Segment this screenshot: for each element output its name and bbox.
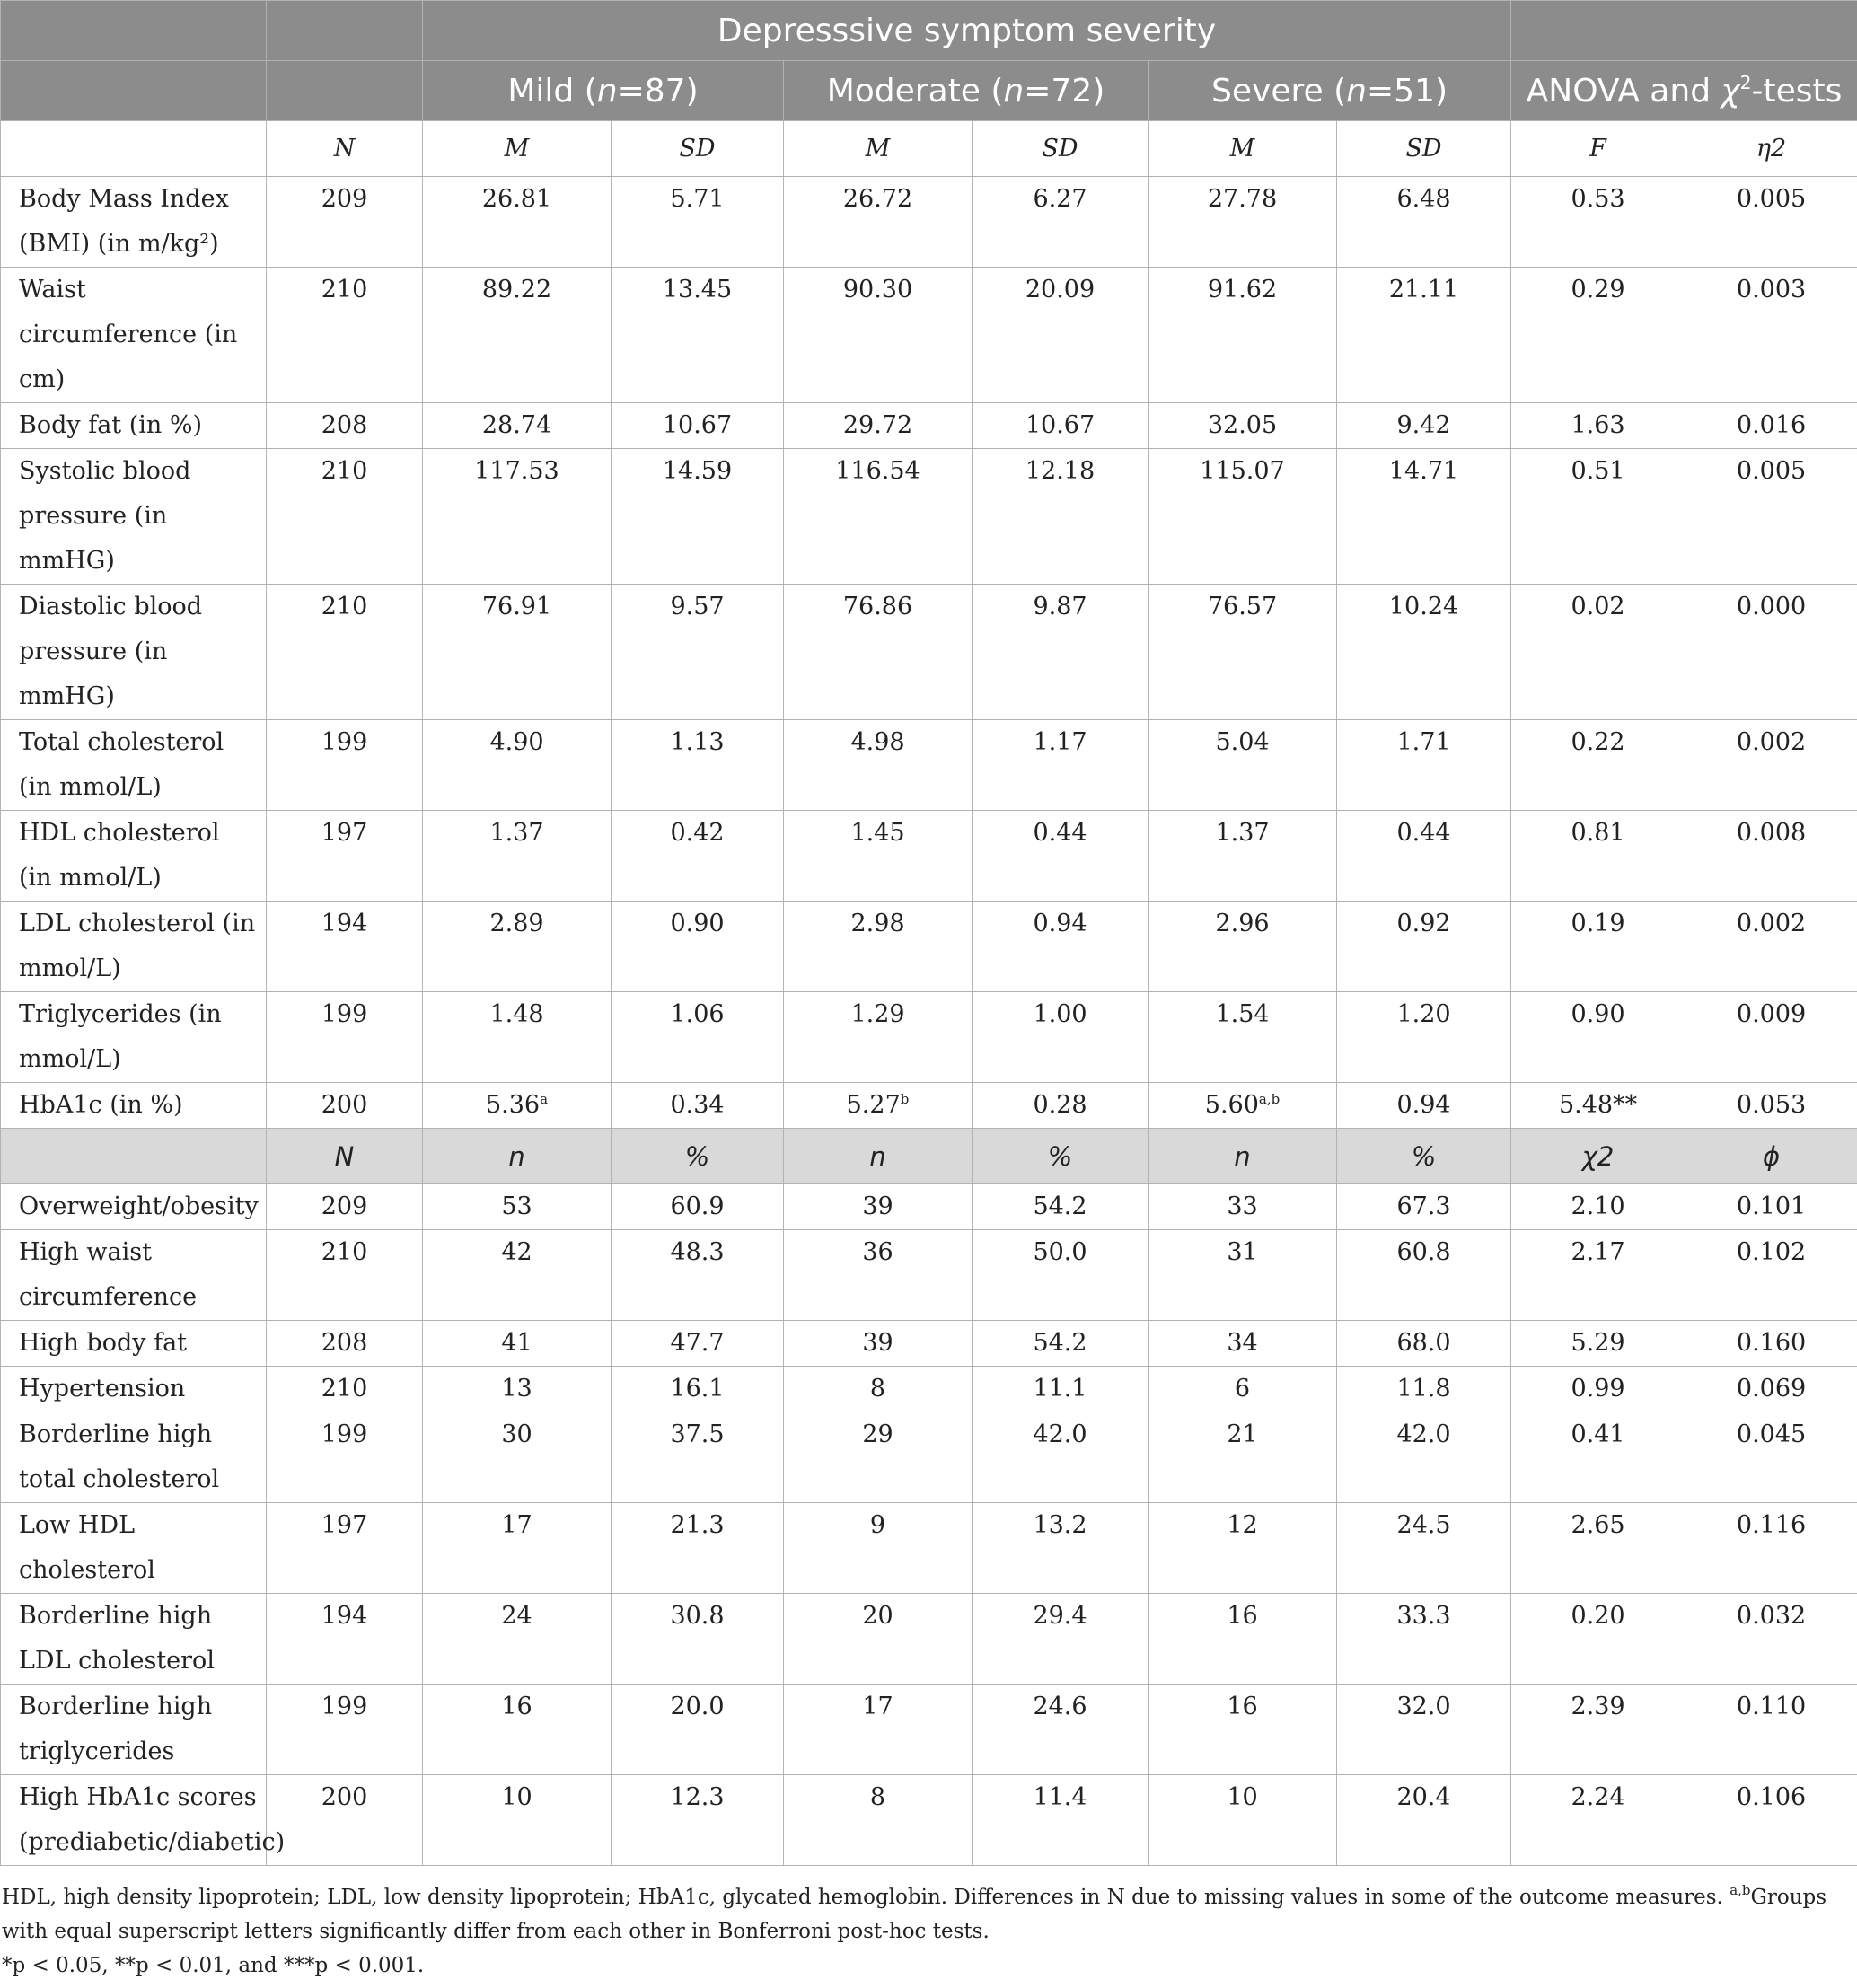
moderate-sd-cell: 20.09 xyxy=(973,268,1149,403)
severe-percent-cell: 11.8 xyxy=(1337,1367,1511,1412)
note-abbreviations: HDL, high density lipoprotein; LDL, low density lipoprotein; HbA1c, glycated hemoglobin. Differences in N due to missing values in some of the outcome measures. $^{a,b}$Groups with equal superscript letters significantly differ from each other in Bonferroni post-hoc tests. xyxy=(2,1882,1827,1943)
severe-count-cell: 33 xyxy=(1149,1184,1337,1230)
table-row xyxy=(1,177,1857,268)
severe-percent-cell: 67.3 xyxy=(1337,1184,1511,1230)
table-row xyxy=(1,1503,1857,1594)
row-label: LDL cholesterol (in mmol/L) xyxy=(1,902,267,992)
group-mild-header: Mild (n=87) xyxy=(423,61,784,121)
mild-count-cell: 41 xyxy=(423,1321,612,1367)
moderate-count-cell: 9 xyxy=(784,1503,973,1594)
mild-mean-cell: 1.37 xyxy=(423,811,612,902)
eta-squared-cell: 0.000 xyxy=(1685,585,1857,720)
mild-percent-cell: 21.3 xyxy=(612,1503,784,1594)
column-subheader: N xyxy=(267,121,423,177)
moderate-percent-cell: 13.2 xyxy=(973,1503,1149,1594)
table-row xyxy=(1,720,1857,811)
mild-sd-cell: 5.71 xyxy=(612,177,784,268)
moderate-sd-cell: 12.18 xyxy=(973,449,1149,585)
note-significance: *p < 0.05, **p < 0.01, and ***p < 0.001. xyxy=(2,1954,425,1977)
chi-square-cell: 2.17 xyxy=(1511,1230,1685,1321)
table-row xyxy=(1,902,1857,992)
moderate-sd-cell: 1.17 xyxy=(973,720,1149,811)
subheader-empty-cell xyxy=(1,1129,267,1184)
mild-mean-cell: 26.81 xyxy=(423,177,612,268)
n-cell: 197 xyxy=(267,1503,423,1594)
mild-percent-cell: 48.3 xyxy=(612,1230,784,1321)
row-label: Low HDL cholesterol xyxy=(1,1503,267,1594)
severe-sd-cell: 0.94 xyxy=(1337,1083,1511,1129)
header-row-1 xyxy=(1,1,1857,61)
mild-count-cell: 53 xyxy=(423,1184,612,1230)
moderate-percent-cell: 11.4 xyxy=(973,1775,1149,1866)
n-cell: 209 xyxy=(267,177,423,268)
mild-sd-cell: 9.57 xyxy=(612,585,784,720)
mild-mean-cell: 117.53 xyxy=(423,449,612,585)
phi-cell: 0.101 xyxy=(1685,1184,1857,1230)
mild-count-cell: 13 xyxy=(423,1367,612,1412)
moderate-percent-cell: 50.0 xyxy=(973,1230,1149,1321)
f-value-cell: 0.02 xyxy=(1511,585,1685,720)
severe-count-cell: 16 xyxy=(1149,1594,1337,1685)
moderate-mean-cell: 26.72 xyxy=(784,177,973,268)
severe-mean-cell: 2.96 xyxy=(1149,902,1337,992)
row-label: Systolic blood pressure (in mmHG) xyxy=(1,449,267,585)
moderate-mean-cell: 1.29 xyxy=(784,992,973,1083)
mild-percent-cell: 37.5 xyxy=(612,1412,784,1503)
f-value-cell: 0.90 xyxy=(1511,992,1685,1083)
column-subheader-row xyxy=(1,121,1857,177)
f-value-cell: 0.53 xyxy=(1511,177,1685,268)
column-subheader: ϕ xyxy=(1685,1129,1857,1184)
mild-mean-cell: 1.48 xyxy=(423,992,612,1083)
header-empty-cell xyxy=(1,61,267,121)
header-empty-cell xyxy=(267,1,423,61)
row-label: Waist circumference (in cm) xyxy=(1,268,267,403)
eta-squared-cell: 0.003 xyxy=(1685,268,1857,403)
column-subheader: χ2 xyxy=(1511,1129,1685,1184)
severe-sd-cell: 10.24 xyxy=(1337,585,1511,720)
n-cell: 194 xyxy=(267,1594,423,1685)
mild-mean-cell: 5.36$^a$ xyxy=(423,1083,612,1129)
moderate-percent-cell: 54.2 xyxy=(973,1184,1149,1230)
mild-sd-cell: 10.67 xyxy=(612,403,784,449)
severe-count-cell: 12 xyxy=(1149,1503,1337,1594)
n-cell: 210 xyxy=(267,268,423,403)
header-empty-cell xyxy=(1,1,267,61)
moderate-percent-cell: 11.1 xyxy=(973,1367,1149,1412)
n-cell: 208 xyxy=(267,403,423,449)
phi-cell: 0.032 xyxy=(1685,1594,1857,1685)
table-row xyxy=(1,1321,1857,1367)
row-label: Hypertension xyxy=(1,1367,267,1412)
moderate-sd-cell: 6.27 xyxy=(973,177,1149,268)
mild-mean-cell: 28.74 xyxy=(423,403,612,449)
mild-percent-cell: 47.7 xyxy=(612,1321,784,1367)
n-cell: 208 xyxy=(267,1321,423,1367)
severe-mean-cell: 32.05 xyxy=(1149,403,1337,449)
severe-count-cell: 16 xyxy=(1149,1685,1337,1775)
moderate-mean-cell: 29.72 xyxy=(784,403,973,449)
moderate-count-cell: 17 xyxy=(784,1685,973,1775)
mild-sd-cell: 1.13 xyxy=(612,720,784,811)
table-row xyxy=(1,1367,1857,1412)
group-moderate-header: Moderate (n=72) xyxy=(784,61,1149,121)
row-label: High waist circumference xyxy=(1,1230,267,1321)
column-subheader: % xyxy=(973,1129,1149,1184)
n-cell: 209 xyxy=(267,1184,423,1230)
eta-squared-cell: 0.008 xyxy=(1685,811,1857,902)
severe-sd-cell: 21.11 xyxy=(1337,268,1511,403)
table-row xyxy=(1,403,1857,449)
severe-sd-cell: 0.44 xyxy=(1337,811,1511,902)
chi-square-cell: 5.29 xyxy=(1511,1321,1685,1367)
moderate-mean-cell: 116.54 xyxy=(784,449,973,585)
severe-count-cell: 21 xyxy=(1149,1412,1337,1503)
column-subheader: M xyxy=(784,121,973,177)
moderate-percent-cell: 24.6 xyxy=(973,1685,1149,1775)
severe-sd-cell: 6.48 xyxy=(1337,177,1511,268)
severe-sd-cell: 14.71 xyxy=(1337,449,1511,585)
chi-square-cell: 2.65 xyxy=(1511,1503,1685,1594)
f-value-cell: 0.19 xyxy=(1511,902,1685,992)
mild-mean-cell: 76.91 xyxy=(423,585,612,720)
moderate-mean-cell: 76.86 xyxy=(784,585,973,720)
mild-percent-cell: 16.1 xyxy=(612,1367,784,1412)
severe-mean-cell: 76.57 xyxy=(1149,585,1337,720)
moderate-sd-cell: 1.00 xyxy=(973,992,1149,1083)
severe-percent-cell: 33.3 xyxy=(1337,1594,1511,1685)
n-cell: 200 xyxy=(267,1775,423,1866)
f-value-cell: 5.48** xyxy=(1511,1083,1685,1129)
table-row xyxy=(1,1594,1857,1685)
row-label: Overweight/obesity xyxy=(1,1184,267,1230)
mild-count-cell: 24 xyxy=(423,1594,612,1685)
moderate-sd-cell: 10.67 xyxy=(973,403,1149,449)
moderate-mean-cell: 1.45 xyxy=(784,811,973,902)
mild-sd-cell: 0.34 xyxy=(612,1083,784,1129)
moderate-count-cell: 29 xyxy=(784,1412,973,1503)
table-row xyxy=(1,1775,1857,1866)
table-row xyxy=(1,992,1857,1083)
n-cell: 210 xyxy=(267,449,423,585)
moderate-count-cell: 8 xyxy=(784,1367,973,1412)
column-subheader: η2 xyxy=(1685,121,1857,177)
table-row xyxy=(1,449,1857,585)
severe-sd-cell: 0.92 xyxy=(1337,902,1511,992)
chi-square-cell: 2.10 xyxy=(1511,1184,1685,1230)
column-subheader: % xyxy=(612,1129,784,1184)
phi-cell: 0.160 xyxy=(1685,1321,1857,1367)
severe-percent-cell: 24.5 xyxy=(1337,1503,1511,1594)
severe-percent-cell: 60.8 xyxy=(1337,1230,1511,1321)
column-subheader: SD xyxy=(1337,121,1511,177)
mild-percent-cell: 20.0 xyxy=(612,1685,784,1775)
f-value-cell: 0.81 xyxy=(1511,811,1685,902)
row-label: Borderline high triglycerides xyxy=(1,1685,267,1775)
severe-percent-cell: 20.4 xyxy=(1337,1775,1511,1866)
chi-square-cell: 0.20 xyxy=(1511,1594,1685,1685)
column-subheader: N xyxy=(267,1129,423,1184)
severe-mean-cell: 91.62 xyxy=(1149,268,1337,403)
moderate-sd-cell: 9.87 xyxy=(973,585,1149,720)
mild-percent-cell: 60.9 xyxy=(612,1184,784,1230)
moderate-sd-cell: 0.94 xyxy=(973,902,1149,992)
column-subheader: SD xyxy=(973,121,1149,177)
mild-percent-cell: 30.8 xyxy=(612,1594,784,1685)
eta-squared-cell: 0.002 xyxy=(1685,902,1857,992)
n-cell: 210 xyxy=(267,1230,423,1321)
column-subheader: n xyxy=(423,1129,612,1184)
n-cell: 199 xyxy=(267,1685,423,1775)
table-row xyxy=(1,585,1857,720)
n-cell: 199 xyxy=(267,1412,423,1503)
table-row xyxy=(1,1230,1857,1321)
row-label: Body fat (in %) xyxy=(1,403,267,449)
phi-cell: 0.110 xyxy=(1685,1685,1857,1775)
moderate-count-cell: 39 xyxy=(784,1184,973,1230)
moderate-mean-cell: 4.98 xyxy=(784,720,973,811)
moderate-mean-cell: 90.30 xyxy=(784,268,973,403)
eta-squared-cell: 0.053 xyxy=(1685,1083,1857,1129)
phi-cell: 0.102 xyxy=(1685,1230,1857,1321)
row-label: Body Mass Index (BMI) (in m/kg²) xyxy=(1,177,267,268)
n-cell: 210 xyxy=(267,585,423,720)
moderate-count-cell: 8 xyxy=(784,1775,973,1866)
severe-mean-cell: 27.78 xyxy=(1149,177,1337,268)
header-empty-cell xyxy=(267,61,423,121)
f-value-cell: 0.29 xyxy=(1511,268,1685,403)
phi-cell: 0.116 xyxy=(1685,1503,1857,1594)
moderate-count-cell: 39 xyxy=(784,1321,973,1367)
severe-mean-cell: 5.60$^{a,b}$ xyxy=(1149,1083,1337,1129)
row-label: Borderline high LDL cholesterol xyxy=(1,1594,267,1685)
row-label: High HbA1c scores (prediabetic/diabetic) xyxy=(1,1775,267,1866)
mild-sd-cell: 0.42 xyxy=(612,811,784,902)
row-label: HbA1c (in %) xyxy=(1,1083,267,1129)
severe-count-cell: 10 xyxy=(1149,1775,1337,1866)
mild-mean-cell: 4.90 xyxy=(423,720,612,811)
table-row xyxy=(1,811,1857,902)
severe-sd-cell: 1.71 xyxy=(1337,720,1511,811)
severe-mean-cell: 1.54 xyxy=(1149,992,1337,1083)
mild-count-cell: 42 xyxy=(423,1230,612,1321)
moderate-count-cell: 20 xyxy=(784,1594,973,1685)
row-label: Triglycerides (in mmol/L) xyxy=(1,992,267,1083)
moderate-mean-cell: 5.27$^b$ xyxy=(784,1083,973,1129)
phi-cell: 0.045 xyxy=(1685,1412,1857,1503)
table-row xyxy=(1,1184,1857,1230)
n-cell: 194 xyxy=(267,902,423,992)
mild-sd-cell: 1.06 xyxy=(612,992,784,1083)
mild-count-cell: 10 xyxy=(423,1775,612,1866)
row-label: HDL cholesterol (in mmol/L) xyxy=(1,811,267,902)
column-subheader: F xyxy=(1511,121,1685,177)
n-cell: 210 xyxy=(267,1367,423,1412)
row-label: Total cholesterol (in mmol/L) xyxy=(1,720,267,811)
tests-header: ANOVA and $\chi^2$-tests xyxy=(1511,61,1857,121)
eta-squared-cell: 0.005 xyxy=(1685,177,1857,268)
column-subheader: SD xyxy=(612,121,784,177)
table-notes xyxy=(2,1880,1852,1983)
severe-count-cell: 31 xyxy=(1149,1230,1337,1321)
mild-count-cell: 30 xyxy=(423,1412,612,1503)
row-label: Diastolic blood pressure (in mmHG) xyxy=(1,585,267,720)
eta-squared-cell: 0.002 xyxy=(1685,720,1857,811)
mild-sd-cell: 0.90 xyxy=(612,902,784,992)
table-row xyxy=(1,268,1857,403)
column-subheader: n xyxy=(784,1129,973,1184)
column-subheader: M xyxy=(423,121,612,177)
moderate-percent-cell: 29.4 xyxy=(973,1594,1149,1685)
group-severe-header: Severe (n=51) xyxy=(1149,61,1511,121)
chi-square-cell: 2.39 xyxy=(1511,1685,1685,1775)
severe-percent-cell: 42.0 xyxy=(1337,1412,1511,1503)
severe-percent-cell: 32.0 xyxy=(1337,1685,1511,1775)
eta-squared-cell: 0.009 xyxy=(1685,992,1857,1083)
moderate-percent-cell: 54.2 xyxy=(973,1321,1149,1367)
table-body xyxy=(1,121,1857,1866)
severe-mean-cell: 115.07 xyxy=(1149,449,1337,585)
moderate-count-cell: 36 xyxy=(784,1230,973,1321)
moderate-percent-cell: 42.0 xyxy=(973,1412,1149,1503)
eta-squared-cell: 0.005 xyxy=(1685,449,1857,585)
column-subheader: % xyxy=(1337,1129,1511,1184)
column-subheader: M xyxy=(1149,121,1337,177)
severe-mean-cell: 1.37 xyxy=(1149,811,1337,902)
table-row xyxy=(1,1083,1857,1129)
column-subheader: n xyxy=(1149,1129,1337,1184)
severe-mean-cell: 5.04 xyxy=(1149,720,1337,811)
eta-squared-cell: 0.016 xyxy=(1685,403,1857,449)
phi-cell: 0.106 xyxy=(1685,1775,1857,1866)
mild-sd-cell: 13.45 xyxy=(612,268,784,403)
severity-title: Depresssive symptom severity xyxy=(423,1,1511,61)
chi-square-cell: 0.41 xyxy=(1511,1412,1685,1503)
chi-square-cell: 2.24 xyxy=(1511,1775,1685,1866)
f-value-cell: 0.51 xyxy=(1511,449,1685,585)
mild-count-cell: 17 xyxy=(423,1503,612,1594)
severe-sd-cell: 9.42 xyxy=(1337,403,1511,449)
column-subheader-row xyxy=(1,1129,1857,1184)
header-empty-cell xyxy=(1511,1,1857,61)
severe-sd-cell: 1.20 xyxy=(1337,992,1511,1083)
severe-count-cell: 34 xyxy=(1149,1321,1337,1367)
moderate-mean-cell: 2.98 xyxy=(784,902,973,992)
n-cell: 197 xyxy=(267,811,423,902)
moderate-sd-cell: 0.28 xyxy=(973,1083,1149,1129)
chi-square-cell: 0.99 xyxy=(1511,1367,1685,1412)
subheader-empty-cell xyxy=(1,121,267,177)
n-cell: 200 xyxy=(267,1083,423,1129)
row-label: High body fat xyxy=(1,1321,267,1367)
phi-cell: 0.069 xyxy=(1685,1367,1857,1412)
n-cell: 199 xyxy=(267,992,423,1083)
row-label: Borderline high total cholesterol xyxy=(1,1412,267,1503)
severe-count-cell: 6 xyxy=(1149,1367,1337,1412)
n-cell: 199 xyxy=(267,720,423,811)
f-value-cell: 0.22 xyxy=(1511,720,1685,811)
mild-mean-cell: 89.22 xyxy=(423,268,612,403)
f-value-cell: 1.63 xyxy=(1511,403,1685,449)
moderate-sd-cell: 0.44 xyxy=(973,811,1149,902)
mild-sd-cell: 14.59 xyxy=(612,449,784,585)
severe-percent-cell: 68.0 xyxy=(1337,1321,1511,1367)
mild-count-cell: 16 xyxy=(423,1685,612,1775)
table-row xyxy=(1,1685,1857,1775)
mild-percent-cell: 12.3 xyxy=(612,1775,784,1866)
table-row xyxy=(1,1412,1857,1503)
mild-mean-cell: 2.89 xyxy=(423,902,612,992)
header-row-2 xyxy=(1,61,1857,121)
